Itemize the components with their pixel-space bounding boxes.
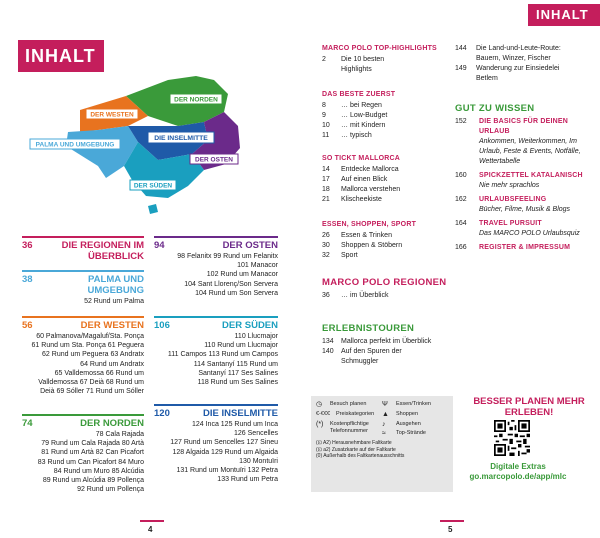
page-number-right: 5 bbox=[448, 525, 453, 534]
tour-line[interactable]: 110 Rund um Llucmajor bbox=[204, 342, 278, 350]
qr-code-icon[interactable] bbox=[494, 420, 530, 456]
toc-entry[interactable]: Wanderung zur Einsiedelei Betlem bbox=[476, 65, 560, 82]
page-bar-right bbox=[440, 520, 464, 522]
tour-line[interactable]: 128 Algaida 129 Rund um Algaida bbox=[172, 448, 278, 456]
legend-note: (⊡ a2) Zusatzkarte auf der Faltkarte bbox=[316, 446, 396, 453]
toc-touren-fortsetzung[interactable]: 144 Die Land-und-Leute-Route: Bauern, Winzer, Fischer 149 Wanderung zur Einsiedelei Betlem bbox=[455, 44, 590, 84]
legend-note: (0) Außerhalb des Faltkartenausschnitts bbox=[316, 453, 405, 460]
svg-text:DER WESTEN: DER WESTEN bbox=[90, 111, 134, 119]
region-westen[interactable] bbox=[22, 316, 144, 396]
tour-line[interactable]: 83 Rund um Can Picafort 84 Muro bbox=[37, 458, 144, 466]
toc-entry[interactable]: Die 10 besten Highlights bbox=[341, 56, 385, 73]
toc-entry[interactable]: … typisch bbox=[341, 132, 372, 139]
toc-erlebnistouren[interactable]: ERLEBNISTOUREN 134 Mallorca perfekt im Überblick 140 Auf den Spuren der Schmuggler bbox=[322, 324, 452, 367]
tour-line[interactable]: Deià 69 Sóller 71 Rund um Sóller bbox=[40, 388, 144, 396]
map-label-westen bbox=[86, 109, 138, 119]
toc-entry[interactable]: Mallorca perfekt im Überblick bbox=[341, 338, 432, 345]
region-sueden-title: DER SÜDEN bbox=[222, 320, 278, 331]
toc-entry[interactable]: Die Land-und-Leute-Route: Bauern, Winzer, Fischer bbox=[476, 45, 561, 62]
clock-icon: ◷ bbox=[316, 401, 323, 408]
toc-entry[interactable]: SPICKZETTEL KATALANISCH bbox=[479, 172, 583, 179]
region-map bbox=[28, 70, 260, 220]
page-number-left: 4 bbox=[148, 525, 153, 534]
region-ueberblick-page: 36 bbox=[22, 240, 33, 251]
tour-line[interactable]: 98 Felanitx 99 Rund um Felanitx bbox=[177, 253, 278, 260]
svg-text:DER OSTEN: DER OSTEN bbox=[195, 156, 233, 164]
tour-line[interactable]: 101 Manacor bbox=[237, 262, 278, 270]
svg-text:DIE INSELMITTE: DIE INSELMITTE bbox=[154, 135, 208, 142]
toc-big-heading: MARCO POLO REGIONEN bbox=[322, 277, 447, 288]
region-inselmitte-page: 120 bbox=[154, 408, 170, 419]
region-osten[interactable] bbox=[154, 236, 278, 298]
toc-subtitle: Bücher, Filme, Musik & Blogs bbox=[479, 206, 571, 213]
map-label-inselmitte bbox=[148, 132, 214, 143]
tour-line[interactable]: 92 Rund um Pollença bbox=[77, 486, 144, 494]
toc-entry[interactable]: DIE BASICS FÜR DEINEN URLAUB bbox=[479, 118, 568, 135]
tour-line[interactable]: 81 Rund um Artà 82 Can Picafort bbox=[41, 449, 144, 457]
tour-line[interactable]: 102 Rund um Manacor bbox=[206, 271, 278, 279]
toc-entry[interactable]: Essen & Trinken bbox=[341, 232, 392, 239]
region-ueberblick[interactable] bbox=[22, 236, 144, 263]
promo-footer[interactable]: Digitale Extras go.marcopolo.de/app/mlc bbox=[440, 462, 596, 482]
region-norden[interactable] bbox=[22, 414, 144, 494]
svg-text:DER SÜDEN: DER SÜDEN bbox=[133, 182, 173, 190]
toc-entry[interactable]: Klischeekiste bbox=[341, 196, 382, 203]
tour-line[interactable]: 130 Montuïri bbox=[239, 457, 278, 465]
promo-heading: BESSER PLANEN MEHR ERLEBEN! bbox=[473, 396, 585, 418]
region-palma-page: 38 bbox=[22, 274, 33, 285]
region-sueden[interactable] bbox=[154, 316, 278, 387]
beach-icon: ≈ bbox=[382, 430, 386, 437]
svg-text:PALMA UND UMGEBUNG: PALMA UND UMGEBUNG bbox=[35, 141, 115, 149]
region-norden-title: DER NORDEN bbox=[80, 418, 144, 429]
page-bar-left bbox=[140, 520, 164, 522]
going-out-icon: ♪ bbox=[382, 421, 386, 428]
region-inselmitte[interactable] bbox=[154, 404, 278, 484]
toc-subtitle: Das MARCO POLO Urlaubsquiz bbox=[479, 230, 580, 237]
tour-line[interactable]: 126 Sencelles bbox=[234, 430, 278, 438]
tour-line[interactable]: Valldemossa 67 Deià 68 Rund um bbox=[38, 379, 144, 387]
section-tab: INHALT bbox=[528, 4, 600, 26]
tour-line[interactable]: 114 Santanyí 115 Rund um bbox=[193, 360, 278, 368]
tour-line[interactable]: 61 Rund um Sta. Ponça 61 Peguera bbox=[31, 342, 144, 350]
map-label-norden bbox=[170, 94, 222, 104]
toc-regionen[interactable]: MARCO POLO REGIONEN 36 … im Überblick bbox=[322, 278, 452, 301]
page-title: INHALT bbox=[18, 40, 104, 72]
toc-gut-zu-wissen[interactable]: GUT ZU WISSEN 152 DIE BASICS FÜR DEINEN URLAUB Ankommen, Weiterkommen, Im Urlaub, Feste & Events, Notfälle, Wettertabelle 160 SPICKZETTEL KATALANISCH Nie mehr sprachlos 162 URLAUBSFEELING Bücher, Filme, Musik & Blogs 164 TRAVEL PURSUIT Das MARCO POLO Urlaubsquiz 166 REGISTER & IMPRESSUM bbox=[455, 104, 595, 253]
tour-line[interactable]: 79 Rund um Cala Rajada 80 Artà bbox=[41, 440, 144, 448]
tour-line[interactable]: 110 Llucmajor bbox=[234, 333, 278, 340]
cabrera-island bbox=[148, 204, 158, 214]
tour-line[interactable]: 60 Palmanova/Magaluf/Sta. Ponça bbox=[36, 333, 144, 340]
tour-line[interactable]: 104 Rund um Son Servera bbox=[195, 289, 278, 297]
tour-line[interactable]: 64 Rund um Andratx bbox=[80, 360, 144, 368]
toc-heading: SO TICKT MALLORCA bbox=[322, 155, 401, 162]
tour-line[interactable]: 62 Rund um Peguera 63 Andratx bbox=[42, 351, 144, 359]
legend-note: (⊡ A2) Herausnehmbare Faltkarte bbox=[316, 440, 392, 446]
cutlery-icon: Ψ bbox=[382, 401, 388, 408]
toc-essen[interactable]: ESSEN, SHOPPEN, SPORT 26 Essen & Trinken 30 Shoppen & Stöbern 32 Sport bbox=[322, 220, 442, 261]
toc-entry[interactable]: … Low-Budget bbox=[341, 112, 388, 119]
svg-text:DER NORDEN: DER NORDEN bbox=[174, 96, 218, 104]
tour-line[interactable]: 52 Rund um Palma bbox=[84, 298, 144, 305]
tour-line[interactable]: 89 Rund um Alcúdia 89 Pollença bbox=[42, 477, 144, 485]
toc-heading: DAS BESTE ZUERST bbox=[322, 91, 396, 98]
map-label-sueden bbox=[130, 180, 176, 190]
toc-big-heading: ERLEBNISTOUREN bbox=[322, 323, 415, 334]
euro-icon: €-€€€ bbox=[316, 411, 331, 417]
map-label-osten bbox=[190, 154, 238, 164]
toc-entry[interactable]: Auf einen Blick bbox=[341, 176, 388, 183]
toc-entry[interactable]: … mit Kindern bbox=[341, 122, 386, 129]
region-inselmitte-title: DIE INSELMITTE bbox=[203, 408, 278, 419]
tour-line[interactable]: 124 Inca 125 Rund um Inca bbox=[191, 421, 278, 428]
toc-entry[interactable]: Shoppen & Stöbern bbox=[341, 242, 403, 249]
region-westen-page: 56 bbox=[22, 320, 33, 331]
tour-line[interactable]: 133 Rund um Petra bbox=[217, 476, 278, 484]
toc-heading: ESSEN, SHOPPEN, SPORT bbox=[322, 221, 417, 228]
tour-line[interactable]: 127 Rund um Sencelles 127 Sineu bbox=[170, 439, 278, 447]
tour-line[interactable]: 118 Rund um Ses Salines bbox=[197, 379, 278, 387]
region-sueden-page: 106 bbox=[154, 320, 170, 331]
region-osten-page: 94 bbox=[154, 240, 165, 251]
toc-entry[interactable]: Sport bbox=[341, 252, 358, 259]
toc-entry[interactable]: Auf den Spuren der Schmuggler bbox=[341, 348, 402, 365]
region-palma[interactable] bbox=[22, 270, 144, 306]
toc-entry[interactable]: … im Überblick bbox=[341, 292, 389, 299]
tour-line[interactable]: 78 Cala Rajada bbox=[95, 431, 144, 438]
toc-heading: MARCO POLO TOP-HIGHLIGHTS bbox=[322, 45, 437, 52]
region-osten-title: DER OSTEN bbox=[222, 240, 278, 251]
tour-line[interactable]: 111 Campos 113 Rund um Campos bbox=[167, 351, 278, 359]
region-norden-page: 74 bbox=[22, 418, 33, 429]
toc-entry[interactable]: TRAVEL PURSUIT bbox=[479, 220, 542, 227]
region-palma-title: PALMA UND UMGEBUNG bbox=[87, 274, 144, 296]
region-ueberblick-title: DIE REGIONEN IM ÜBERBLICK bbox=[61, 240, 144, 262]
toc-entry[interactable]: … bei Regen bbox=[341, 102, 382, 109]
toc-entry[interactable]: URLAUBSFEELING bbox=[479, 196, 547, 203]
toc-entry[interactable]: Entdecke Mallorca bbox=[341, 166, 399, 173]
tour-line[interactable]: 84 Rund um Muro 85 Alcúdia bbox=[53, 467, 144, 475]
toc-top-highlights[interactable]: MARCO POLO TOP-HIGHLIGHTS 2 Die 10 besten Highlights bbox=[322, 44, 442, 75]
promo-url-link[interactable]: go.marcopolo.de/app/mlc bbox=[469, 472, 567, 481]
shopping-icon: ▲ bbox=[382, 411, 389, 418]
toc-beste-zuerst[interactable]: DAS BESTE ZUERST 8 … bei Regen 9 … Low-Budget 10 … mit Kindern 11 … typisch bbox=[322, 90, 442, 141]
asterisk-icon: (*) bbox=[316, 421, 324, 428]
tour-line[interactable]: Santanyí 117 Ses Salines bbox=[198, 369, 278, 377]
toc-subtitle: Nie mehr sprachlos bbox=[479, 182, 540, 189]
toc-entry[interactable]: Mallorca verstehen bbox=[341, 186, 401, 193]
tour-line[interactable]: 104 Sant Llorenç/Son Servera bbox=[184, 280, 278, 288]
symbol-legend: ◷ Besuch planen Ψ Essen/Trinken €-€€€ Preiskategorien ▲ Shoppen (*) Kostenpflichtige Telefonnummer ♪ Ausgehen ≈ Top-Strände (⊡ A2) Herausnehmbare Faltkarte (⊡ a2) Zusatzkarte auf der Faltkarte (0) Außerhalb des Faltkartenausschnitts bbox=[311, 396, 453, 492]
tour-line[interactable]: 65 Valldemossa 66 Rund um bbox=[54, 369, 144, 377]
map-label-palma bbox=[30, 139, 120, 149]
toc-subtitle: Ankommen, Weiterkommen, Im Urlaub, Feste & Events, Notfälle, Wettertabelle bbox=[479, 138, 581, 165]
tour-line[interactable]: 131 Rund um Montuïri 132 Petra bbox=[176, 467, 278, 475]
region-westen-title: DER WESTEN bbox=[80, 320, 144, 331]
toc-so-tickt[interactable]: SO TICKT MALLORCA 14 Entdecke Mallorca 17 Auf einen Blick 18 Mallorca verstehen 21 Klischeekiste bbox=[322, 154, 442, 205]
toc-entry[interactable]: REGISTER & IMPRESSUM bbox=[479, 244, 571, 251]
toc-big-heading: GUT ZU WISSEN bbox=[455, 103, 535, 114]
